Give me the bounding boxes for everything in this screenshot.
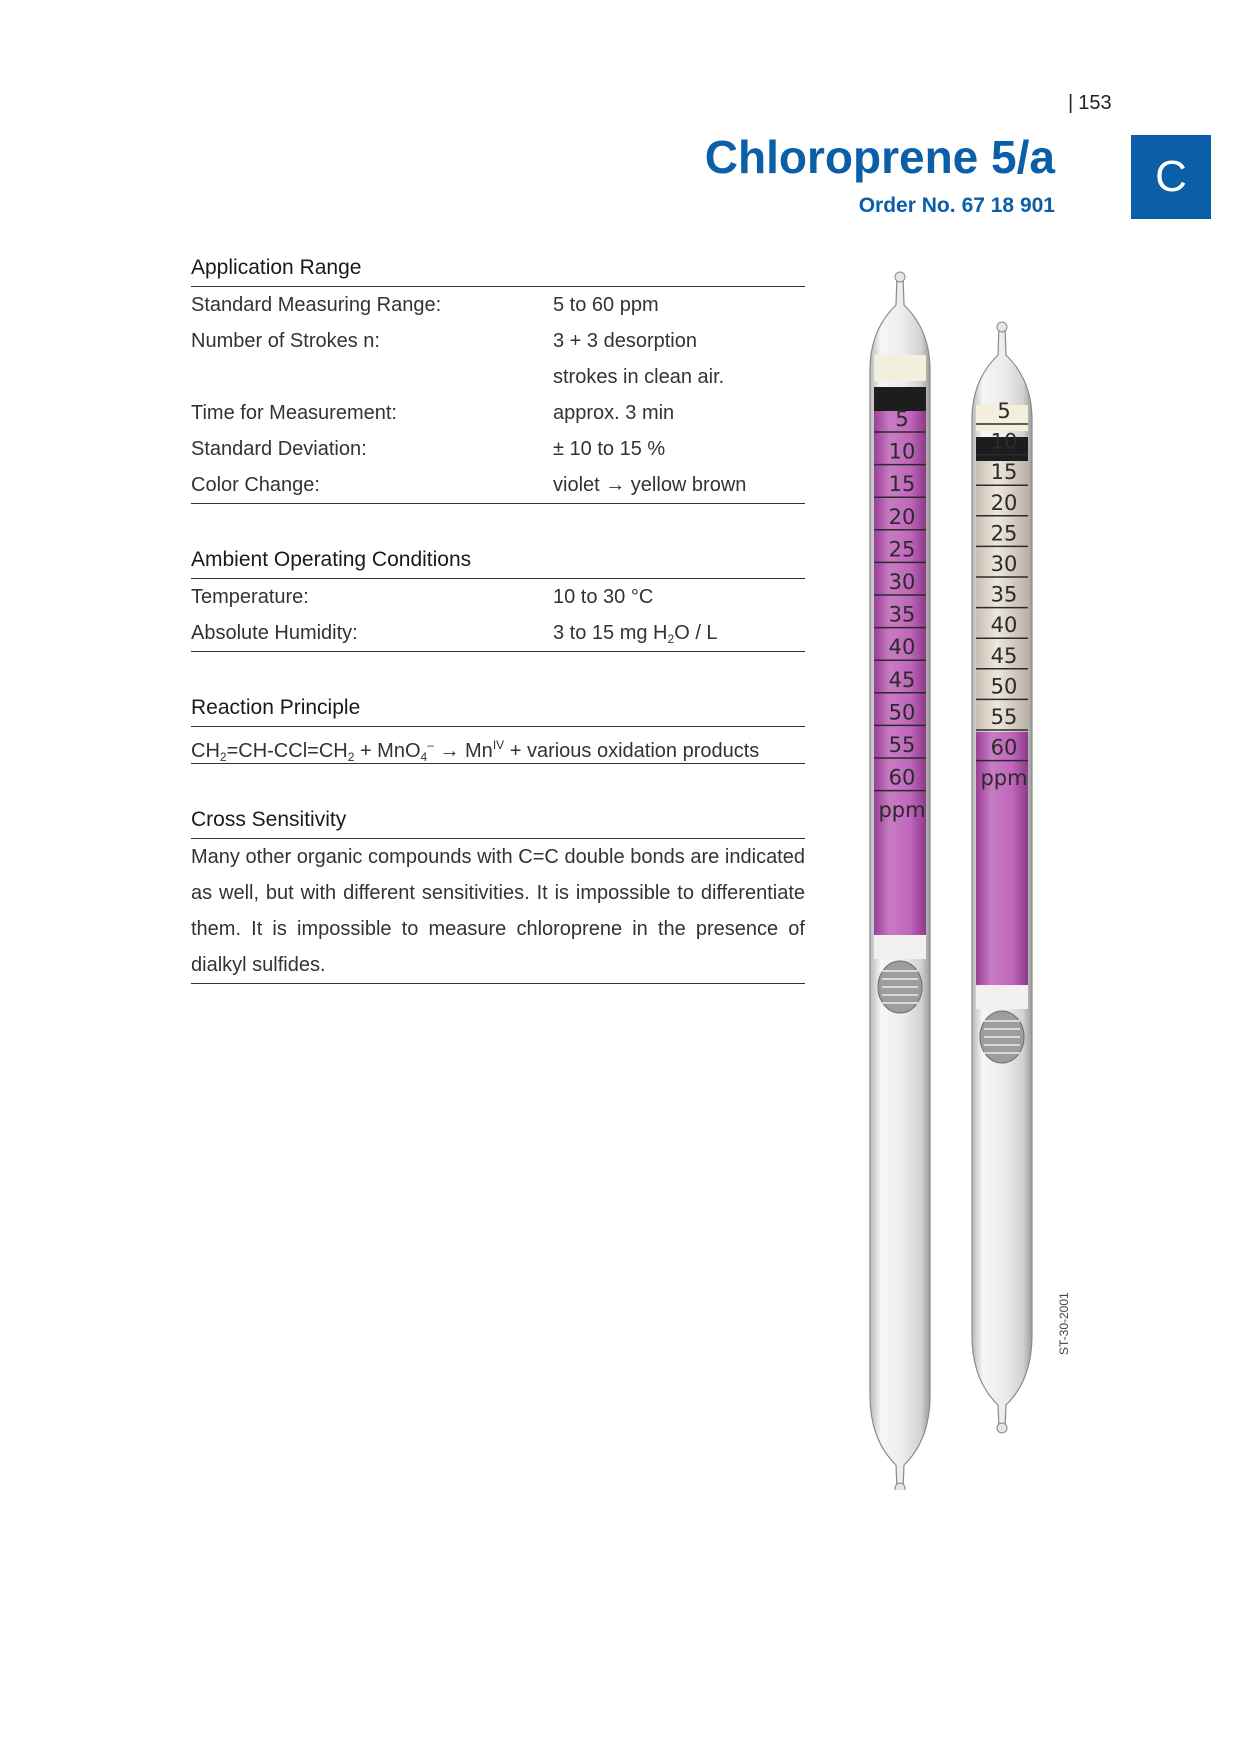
scale-label: 45 xyxy=(990,643,1018,668)
scale-label: 30 xyxy=(990,552,1018,576)
spec-value: violet → yellow brown xyxy=(553,474,747,496)
spec-value: ± 10 to 15 % xyxy=(553,438,666,460)
page-title: Chloroprene 5/a xyxy=(704,131,1055,183)
scale-label: 50 xyxy=(888,700,916,725)
section-heading: Reaction Principle xyxy=(191,690,805,727)
scale-label: 10 xyxy=(990,429,1018,454)
scale-label: 30 xyxy=(888,570,916,594)
ambient-conditions-section xyxy=(191,542,805,652)
scale-label: 35 xyxy=(888,602,916,627)
section-divider xyxy=(191,983,805,984)
exposed-tube xyxy=(870,272,930,1490)
scale-label: 50 xyxy=(990,674,1018,699)
section-heading: Ambient Operating Conditions xyxy=(191,542,805,579)
spec-row xyxy=(191,323,805,359)
order-number xyxy=(859,194,1055,218)
unexposed-tube xyxy=(972,322,1032,1433)
section-divider xyxy=(191,651,805,652)
spec-value: 3 to 15 mg $H_2O$ / L xyxy=(553,622,718,646)
spec-row xyxy=(191,431,805,467)
order-number-value: 67 18 901 xyxy=(961,194,1055,217)
scale-unit: ppm xyxy=(878,798,926,823)
scale-label: 45 xyxy=(888,667,916,692)
section-divider xyxy=(191,503,805,504)
scale-label: 10 xyxy=(888,439,916,464)
scale-label: 15 xyxy=(888,472,916,497)
image-reference-code: ST-30-2001 xyxy=(1057,1292,1071,1355)
spec-label: Temperature: xyxy=(191,586,309,608)
tube-tip xyxy=(895,272,905,282)
detector-tubes-illustration xyxy=(840,270,1070,1490)
spec-value: strokes in clean air. xyxy=(553,366,725,388)
spec-label: Number of Strokes n: xyxy=(191,330,380,352)
page-number: | 153 xyxy=(1068,92,1112,114)
scale-label: 40 xyxy=(888,635,916,660)
scale-label: 5 xyxy=(997,399,1011,423)
spec-value: approx. 3 min xyxy=(553,402,675,424)
detector-tubes-photo xyxy=(840,270,1070,1490)
scale-label: 5 xyxy=(895,407,909,431)
tube-tip xyxy=(997,322,1007,332)
section-letter-tab: C xyxy=(1131,135,1211,219)
scale-label: 20 xyxy=(888,504,916,529)
spec-label: Absolute Humidity: xyxy=(191,622,358,644)
reaction-principle-section xyxy=(191,690,805,764)
tube-plug xyxy=(874,355,926,381)
scale-label: 25 xyxy=(888,537,916,562)
application-range-section xyxy=(191,250,805,504)
scale-label: 60 xyxy=(990,735,1018,760)
spec-row xyxy=(191,615,805,651)
spec-label xyxy=(191,359,553,395)
scale-label: 40 xyxy=(990,613,1018,638)
cross-sensitivity-text: Many other organic compounds with C=C double bonds are indicated as well, but with different sensitivities. It is impossible to differentiate them. It is impossible to measure chloroprene in the presence of dialkyl sulfides. xyxy=(191,846,805,976)
spec-row xyxy=(191,395,805,431)
cross-sensitivity-section xyxy=(191,802,805,984)
tube-tip xyxy=(895,1483,905,1490)
spec-value: 5 to 60 ppm xyxy=(553,294,659,316)
spec-row xyxy=(191,579,805,615)
spec-value: 3 + 3 desorption xyxy=(553,330,697,352)
spec-row xyxy=(191,467,805,503)
spec-row xyxy=(191,359,805,395)
spec-label: Color Change: xyxy=(191,474,320,496)
section-heading: Application Range xyxy=(191,250,805,287)
section-divider xyxy=(191,763,805,764)
order-label: Order No. xyxy=(858,194,956,217)
tube-plug xyxy=(874,935,926,959)
tube-plug xyxy=(976,985,1028,1009)
scale-label: 55 xyxy=(888,733,916,757)
scale-label: 55 xyxy=(990,705,1018,729)
scale-label: 35 xyxy=(990,582,1018,607)
tube-tip xyxy=(997,1423,1007,1433)
scale-label: 60 xyxy=(888,765,916,790)
spec-label: Standard Measuring Range: xyxy=(191,294,442,316)
scale-label: 20 xyxy=(990,490,1018,515)
spec-label: Time for Measurement: xyxy=(191,402,397,424)
specification-content xyxy=(191,250,805,1022)
application-range-rows xyxy=(191,287,805,503)
spec-row xyxy=(191,287,805,323)
scale-unit: ppm xyxy=(980,766,1028,791)
section-heading: Cross Sensitivity xyxy=(191,802,805,839)
page-number-value: 153 xyxy=(1078,92,1112,114)
reaction-formula: $CH_2=CH-CCl=CH_2 + MnO_4^- \to Mn^{IV}$ + various oxidation products xyxy=(191,738,760,764)
spec-value: 10 to 30 °C xyxy=(553,586,654,608)
scale-label: 15 xyxy=(990,460,1018,485)
spec-label: Standard Deviation: xyxy=(191,438,367,460)
scale-label: 25 xyxy=(990,521,1018,546)
